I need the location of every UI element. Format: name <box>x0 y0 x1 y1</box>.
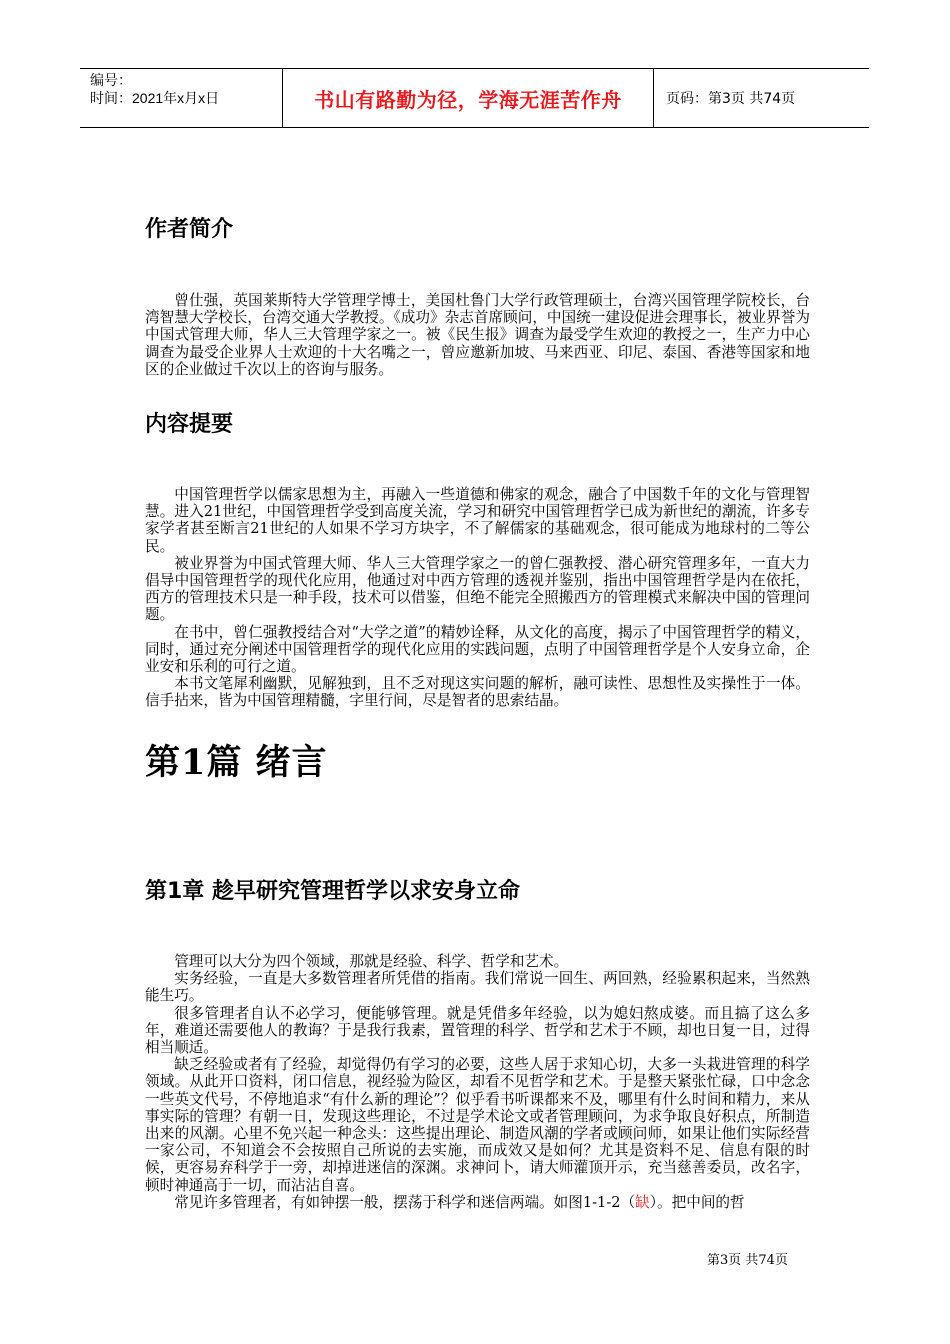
chapter-body <box>145 953 810 1211</box>
summary-paragraph: 被业界誉为中国式管理大师、华人三大管理学家之一的曾仁强教授、潜心研究管理多年，一直大力倡导中国管理哲学的现代化应用，他通过对中西方管理的透视并鉴别，指出中国管理哲学是内在依托，西方的管理技术只是一种手段，技术可以借鉴，但绝不能完全照搬西方的管理模式来解决中国的管理问题。 <box>145 554 810 624</box>
chapter-paragraph: 实务经验，一直是大多数管理者所凭借的指南。我们常说一回生、两回熟，经验累积起来，当然熟能生巧。 <box>145 970 810 1005</box>
chapter-last-paragraph <box>145 1194 810 1211</box>
author-paragraph: 曾仕强，英国莱斯特大学管理学博士，美国杜鲁门大学行政管理硕士，台湾兴国管理学院校长，台湾智慧大学校长，台湾交通大学教授。《成功》杂志首席顾问，中国统一建设促进会理事长，被业界誉为中国式管理大师，华人三大管理学家之一。被《民生报》调查为最受学生欢迎的教授之一，生产力中心调查为最受企业界人士欢迎的十大名嘴之一，曾应邀新加坡、马来西亚、印尼、泰国、香港等国家和地区的企业做过千次以上的咨询与服务。 <box>145 292 810 378</box>
page-header <box>80 68 869 128</box>
part-title: 第1篇 绪言 <box>145 742 328 783</box>
number-label: 编号： <box>90 72 132 88</box>
header-meta <box>80 69 283 127</box>
chapter-paragraph: 缺乏经验或者有了经验，却觉得仍有学习的必要，这些人居于求知心切，大多一头栽进管理的科学领域。从此开口资料，闭口信息，视经验为险区，却看不见哲学和艺术。于是整天紧张忙碌，口中念念一些英文代号，不停地追求“有什么新的理论”？似乎看书听课都来不及，哪里有什么时间和精力，来从事实际的管理？有朝一日，发现这些理论，不过是学术论文或者管理顾问，为求争取良好积点，所制造出来的风潮。心里不免兴起一种念头：这些提出理论、制造风潮的学者或顾问师，如果让他们实际经营一家公司，不知道会不会按照自己所说的去实施，而成效又是如何？尤其是资料不足、信息有限的时候，更容易弃科学于一旁，却掉进迷信的深渊。求神问卜，请大师灌顶开示，充当慈善委员，改名字，顿时神通高于一切，而沾沾自喜。 <box>145 1056 810 1194</box>
summary-heading: 内容提要 <box>145 412 234 437</box>
summary-paragraph: 本书文笔犀利幽默，见解独到，且不乏对现这实问题的解析，融可读性、思想性及实操性于一体。信手拈来，皆为中国管理精髓，字里行间，尽是智者的思索结晶。 <box>145 675 810 710</box>
summary-body <box>145 486 810 710</box>
chapter-paragraph: 很多管理者自认不必学习，便能够管理。就是凭借多年经验，以为媳妇熬成婆。而且搞了这么多年，难道还需要他人的教诲？于是我行我素，置管理的科学、哲学和艺术于不顾，却也日复一日，过得相当顺适。 <box>145 1004 810 1057</box>
header-page-code: 页码：第3页 共74页 <box>666 91 796 107</box>
summary-paragraph: 中国管理哲学以儒家思想为主，再融入一些道德和佛家的观念，融合了中国数千年的文化与管理智慧。进入21世纪，中国管理哲学受到高度关流，学习和研究中国管理哲学已成为新世纪的潮流，许多专家学者甚至断言21世纪的人如果不学习方块字，不了解儒家的基础观念，很可能成为地球村的二等公民。 <box>145 486 810 555</box>
header-motto: 书山有路勤为径，学海无涯苦作舟 <box>283 69 654 127</box>
time-label: 时间：2021年x月x日 <box>90 90 220 106</box>
author-body <box>145 292 810 378</box>
last-paragraph-end: ）。把中间的哲 <box>649 1193 745 1211</box>
last-paragraph-start: 常见许多管理者，有如钟摆一般，摆荡于科学和迷信两端。如图1-1-2（ <box>174 1193 636 1211</box>
missing-figure-mark: 缺 <box>635 1193 650 1211</box>
summary-paragraph: 在书中，曾仁强教授结合对“大学之道”的精妙诠释，从文化的高度，揭示了中国管理哲学的精义，同时，通过充分阐述中国管理哲学的现代化应用的实践问题，点明了中国管理哲学是个人安身立命，企业安和乐利的可行之道。 <box>145 623 810 676</box>
chapter-heading: 第1章 趁早研究管理哲学以求安身立命 <box>145 879 520 904</box>
page-footer: 第3页 共74页 <box>707 1253 788 1268</box>
chapter-paragraph: 管理可以大分为四个领域，那就是经验、科学、哲学和艺术。 <box>174 953 569 970</box>
author-heading: 作者简介 <box>145 217 234 242</box>
